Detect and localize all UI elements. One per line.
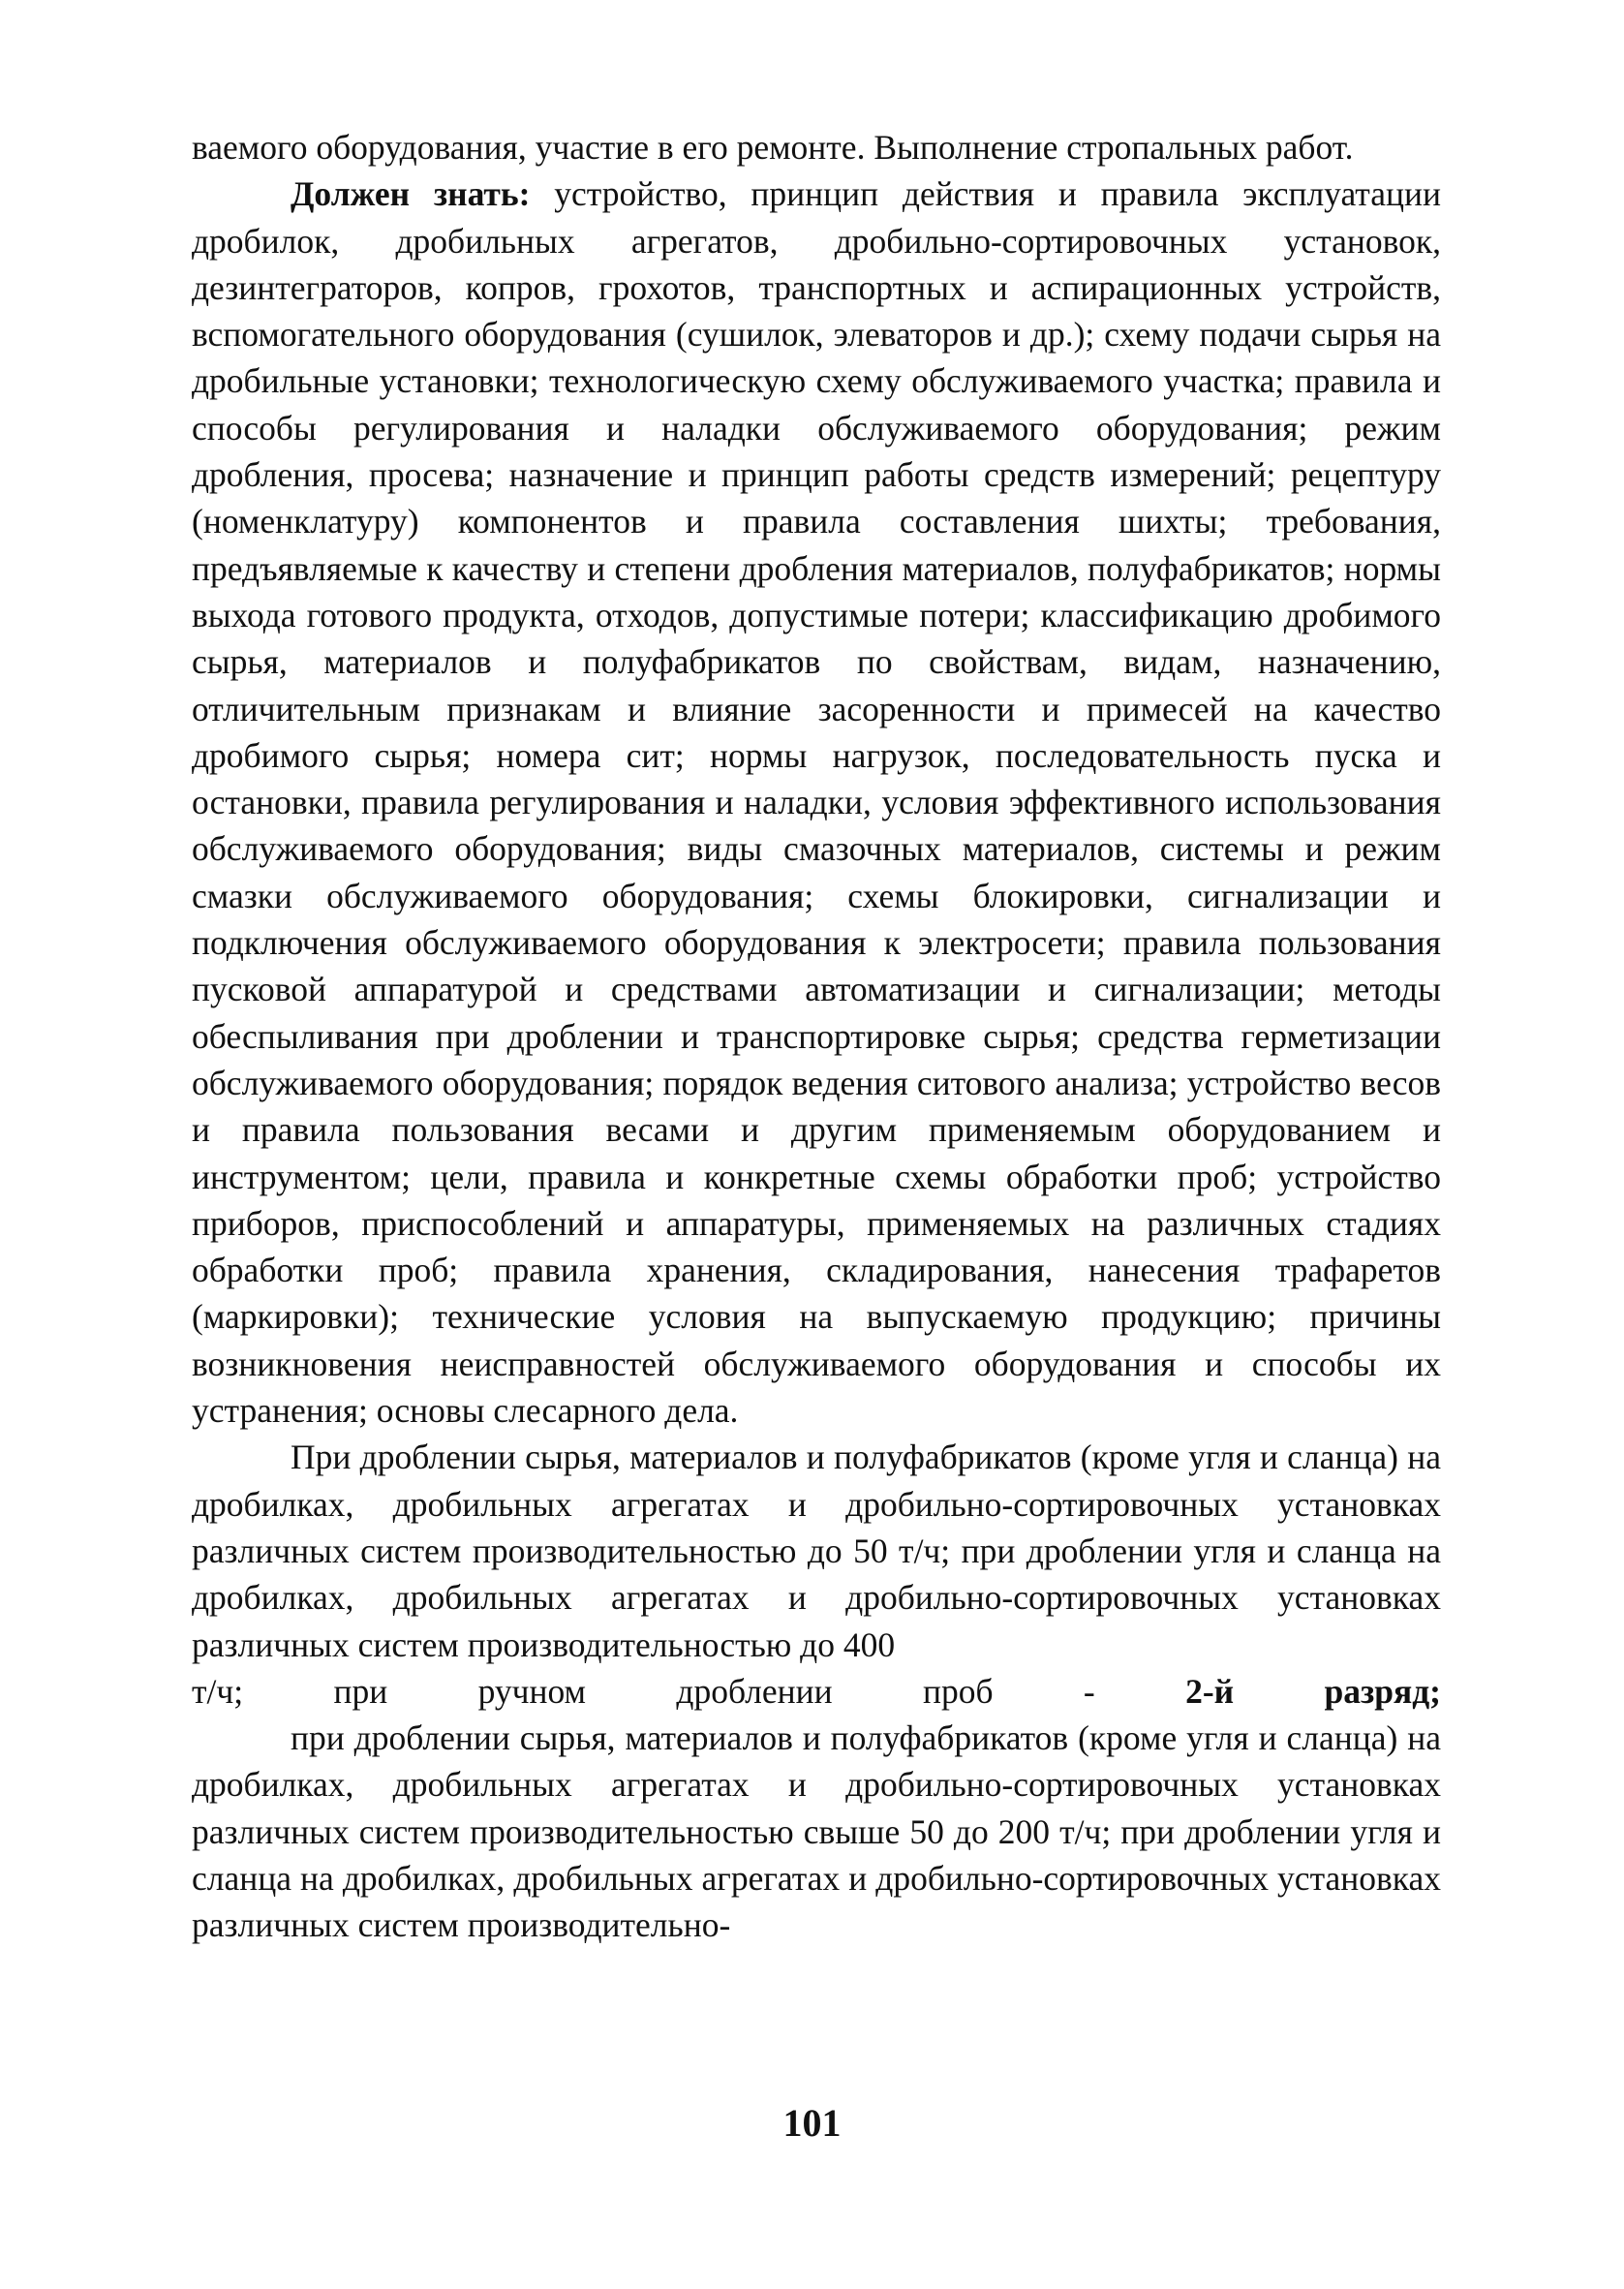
paragraph-grade-2: При дроблении сырья, материалов и полуфабрикатов (кроме угля и сланца) на дробилках, дробильных агрегатах и дробильно-сортировочных установках различных систем производительностью до 50 т/ч; при дроблении угля и сланца на дробилках, дробильных агрегатах и дробильно-сортировочных установках различных систем производительностью до 400 — [192, 1438, 1441, 1664]
grade-2-label: 2-й разряд; — [1185, 1671, 1441, 1711]
document-page — [192, 124, 1441, 1949]
must-know-text: устройство, принцип действия и правила эксплуатации дробилок, дробильных агрегатов, дробильно-сортировочных установок, дезинтеграторов, копров, грохотов, транспортных и аспирационных устройств, вспомогательного оборудования (сушилок, элеваторов и др.); схему подачи сырья на дробильные установки; технологическую схему обслуживаемого участка; правила и способы регулирования и наладки обслуживаемого оборудования; режим дробления, просева; назначение и принцип работы средств измерений; рецептуру (номенклатуру) компонентов и правила составления шихты; требования, предъявляемые к качеству и степени дробления материалов, полуфабрикатов; нормы выхода готового продукта, отходов, допустимые потери; классификацию дробимого сырья, материалов и полуфабрикатов по свойствам, видам, назначению, отличительным признакам и влияние засоренности и примесей на качество дробимого сырья; номера сит; нормы нагрузок, последовательность пуска и остановки, правила регулирования и наладки, условия эффективного использования обслуживаемого оборудования; виды смазочных материалов, системы и режим смазки обслуживаемого оборудования; схемы блокировки, сигнализации и подключения обслуживаемого оборудования к электросети; правила пользования пусковой аппаратурой и средствами автоматизации и сигнализации; методы обеспыливания при дроблении и транспортировке сырья; средства герметизации обслуживаемого оборудования; порядок ведения ситового анализа; устройство весов и правила пользования весами и другим применяемым оборудованием и инструментом; цели, правила и конкретные схемы обработки проб; устройство приборов, приспособлений и аппаратуры, применяемых на различных стадиях обработки проб; правила хранения, складирования, нанесения трафаретов (маркировки); технические условия на выпускаемую продукцию; причины возникновения неисправностей обслуживаемого оборудования и способы их устранения; основы слесарного дела. — [192, 174, 1441, 1431]
page-number: 101 — [782, 2101, 842, 2145]
paragraph-grade-3: при дроблении сырья, материалов и полуфабрикатов (кроме угля и сланца) на дробилках, дробильных агрегатах и дробильно-сортировочных установках различных систем производительностью свыше 50 до 200 т/ч; при дроблении угля и сланца на дробилках, дробильных агрегатах и дробильно-сортировочных установках различных систем производительно- — [192, 1718, 1441, 1945]
paragraph-must-know — [192, 170, 1441, 1434]
grade-2-last-line: т/ч; при ручном дроблении проб - — [192, 1671, 1095, 1711]
paragraph-continuation: ваемого оборудования, участие в его ремонте. Выполнение стропальных работ. — [192, 128, 1354, 167]
grade-2-line — [192, 1668, 1441, 1715]
must-know-label: Должен знать: — [291, 174, 531, 214]
